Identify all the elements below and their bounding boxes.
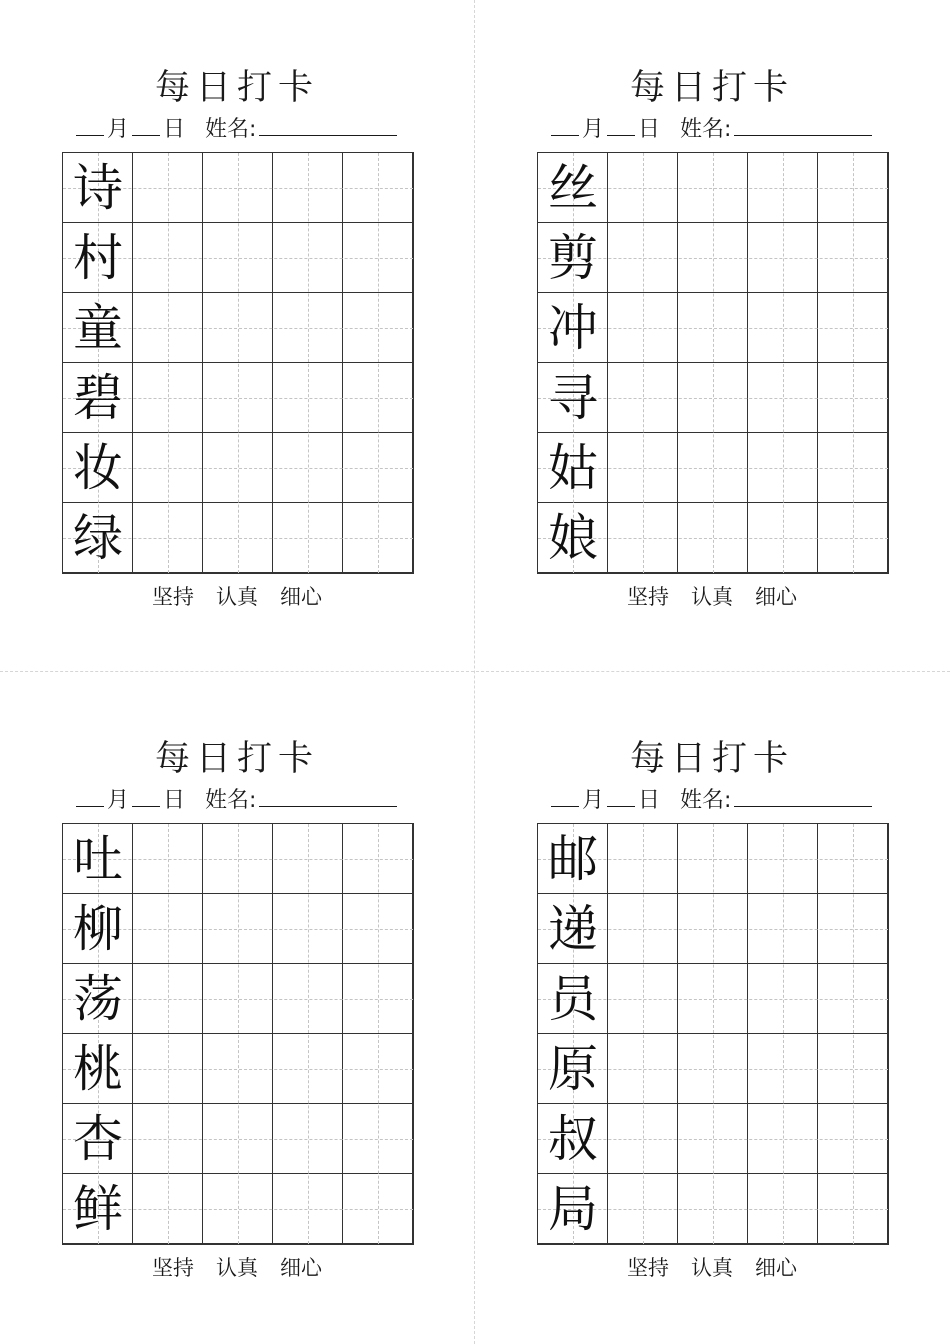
model-character: 邮 bbox=[548, 830, 598, 888]
day-label: 日 bbox=[638, 117, 661, 142]
day-label: 日 bbox=[163, 117, 186, 142]
day-label: 日 bbox=[163, 788, 186, 813]
writing-grid[interactable] bbox=[537, 152, 889, 574]
date-name-line bbox=[551, 113, 872, 143]
month-blank[interactable] bbox=[76, 113, 104, 136]
card-title: 每日打卡 bbox=[154, 739, 319, 779]
month-blank[interactable] bbox=[76, 784, 104, 807]
writing-grid[interactable] bbox=[62, 823, 414, 1245]
grid-guide-line bbox=[168, 824, 169, 1244]
grid-guide-line bbox=[783, 153, 784, 573]
motto-item: 认真 bbox=[216, 1256, 258, 1280]
model-character: 丝 bbox=[548, 159, 598, 217]
name-blank[interactable] bbox=[259, 784, 397, 807]
date-name-line bbox=[76, 784, 397, 814]
card-title: 每日打卡 bbox=[629, 739, 794, 779]
grid-guide-line bbox=[378, 824, 379, 1244]
day-blank[interactable] bbox=[607, 784, 635, 807]
month-label: 月 bbox=[107, 117, 130, 142]
motto-item: 坚持 bbox=[152, 1256, 194, 1280]
name-blank[interactable] bbox=[259, 113, 397, 136]
day-blank[interactable] bbox=[132, 784, 160, 807]
grid-guide-line bbox=[853, 153, 854, 573]
grid-guide-line bbox=[713, 824, 714, 1244]
model-character: 桃 bbox=[73, 1040, 123, 1098]
motto-item: 认真 bbox=[691, 585, 733, 609]
vertical-cut-line bbox=[474, 0, 475, 1344]
card-title: 每日打卡 bbox=[154, 68, 319, 108]
grid-guide-line bbox=[238, 153, 239, 573]
practice-card-4 bbox=[537, 733, 889, 1293]
day-blank[interactable] bbox=[607, 113, 635, 136]
motto bbox=[537, 1253, 887, 1283]
model-character: 诗 bbox=[73, 159, 123, 217]
motto-item: 细心 bbox=[280, 1256, 322, 1280]
model-character: 剪 bbox=[548, 229, 598, 287]
motto-item: 坚持 bbox=[627, 585, 669, 609]
motto bbox=[537, 582, 887, 612]
writing-grid[interactable] bbox=[537, 823, 889, 1245]
grid-guide-line bbox=[713, 153, 714, 573]
model-character: 姑 bbox=[548, 439, 598, 497]
motto-item: 认真 bbox=[691, 1256, 733, 1280]
grid-guide-line bbox=[783, 824, 784, 1244]
practice-card-2 bbox=[537, 62, 889, 622]
model-character: 原 bbox=[548, 1040, 598, 1098]
motto bbox=[62, 1253, 412, 1283]
model-character: 娘 bbox=[548, 509, 598, 567]
motto-item: 细心 bbox=[280, 585, 322, 609]
model-character: 碧 bbox=[73, 369, 123, 427]
model-character: 荡 bbox=[73, 970, 123, 1028]
model-character: 柳 bbox=[73, 900, 123, 958]
grid-guide-line bbox=[238, 824, 239, 1244]
date-name-line bbox=[76, 113, 397, 143]
day-label: 日 bbox=[638, 788, 661, 813]
model-character: 绿 bbox=[73, 509, 123, 567]
model-character: 寻 bbox=[548, 369, 598, 427]
month-label: 月 bbox=[107, 788, 130, 813]
name-blank[interactable] bbox=[734, 113, 872, 136]
motto-item: 坚持 bbox=[627, 1256, 669, 1280]
motto-item: 坚持 bbox=[152, 585, 194, 609]
month-label: 月 bbox=[582, 788, 605, 813]
month-blank[interactable] bbox=[551, 113, 579, 136]
model-character: 吐 bbox=[73, 830, 123, 888]
writing-grid[interactable] bbox=[62, 152, 414, 574]
name-label: 姓名: bbox=[205, 117, 257, 142]
practice-card-3 bbox=[62, 733, 414, 1293]
grid-guide-line bbox=[643, 824, 644, 1244]
motto-item: 细心 bbox=[755, 585, 797, 609]
motto-item: 细心 bbox=[755, 1256, 797, 1280]
model-character: 局 bbox=[548, 1180, 598, 1238]
model-character: 鲜 bbox=[73, 1180, 123, 1238]
name-label: 姓名: bbox=[680, 788, 732, 813]
model-character: 员 bbox=[548, 970, 598, 1028]
name-label: 姓名: bbox=[680, 117, 732, 142]
motto-item: 认真 bbox=[216, 585, 258, 609]
model-character: 妆 bbox=[73, 439, 123, 497]
model-character: 冲 bbox=[548, 299, 598, 357]
practice-card-1 bbox=[62, 62, 414, 622]
name-label: 姓名: bbox=[205, 788, 257, 813]
date-name-line bbox=[551, 784, 872, 814]
grid-guide-line bbox=[853, 824, 854, 1244]
month-blank[interactable] bbox=[551, 784, 579, 807]
model-character: 童 bbox=[73, 299, 123, 357]
model-character: 杏 bbox=[73, 1110, 123, 1168]
model-character: 叔 bbox=[548, 1110, 598, 1168]
grid-guide-line bbox=[308, 153, 309, 573]
name-blank[interactable] bbox=[734, 784, 872, 807]
motto bbox=[62, 582, 412, 612]
model-character: 村 bbox=[73, 229, 123, 287]
grid-guide-line bbox=[378, 153, 379, 573]
grid-guide-line bbox=[643, 153, 644, 573]
model-character: 递 bbox=[548, 900, 598, 958]
horizontal-cut-line bbox=[0, 671, 950, 672]
card-title: 每日打卡 bbox=[629, 68, 794, 108]
grid-guide-line bbox=[168, 153, 169, 573]
grid-guide-line bbox=[308, 824, 309, 1244]
month-label: 月 bbox=[582, 117, 605, 142]
day-blank[interactable] bbox=[132, 113, 160, 136]
